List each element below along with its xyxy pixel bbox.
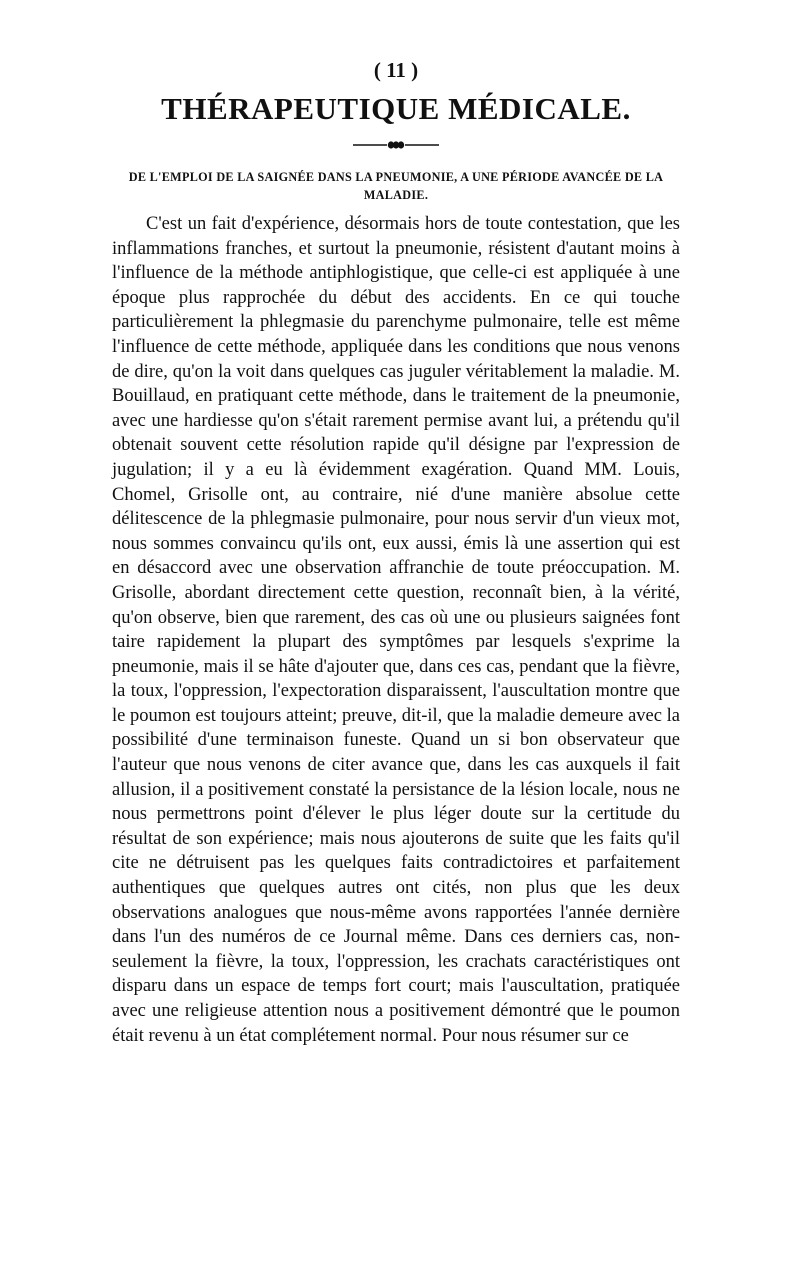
book-page (112, 56, 680, 1048)
page-number: ( 11 ) (373, 58, 419, 82)
body-paragraph: C'est un fait d'expérience, désormais hors de toute contestation, que les inflammations franches, et surtout la pneumonie, résistent d'autant moins à l'influence de la méthode antiphlogistique, que celle-ci est appliquée à une époque plus rapprochée du début des accidents. En ce qui touche particulièrement la phlegmasie du parenchyme pulmonaire, telle est même l'influence de cette méthode, appliquée dans les conditions que nous venons de dire, qu'on la voit dans quelques cas juguler véritablement la maladie. M. Bouillaud, en pratiquant cette méthode, dans le traitement de la pneumonie, avec une hardiesse qu'on s'était rarement permise avant lui, a prétendu qu'il obtenait souvent cette résolution rapide qu'il désigne par l'expression de jugulation; il y a eu là évidemment exagération. Quand MM. Louis, Chomel, Grisolle ont, au contraire, nié d'une manière absolue cette délitescence de la phlegmasie pulmonaire, pour nous servir d'un vieux mot, nous sommes convaincu qu'ils ont, eux aussi, émis là une assertion qui est en désaccord avec une observation affranchie de toute préoccupation. M. Grisolle, abordant directement cette question, reconnaît bien, à la vérité, qu'on observe, bien que rarement, des cas où une ou plusieurs saignées font taire rapidement la plupart des symptômes par lesquels s'exprime la pneumonie, mais il se hâte d'ajouter que, dans ces cas, pendant que la fièvre, la toux, l'oppression, l'expectoration disparaissent, l'auscultation montre que le poumon est toujours atteint; preuve, dit-il, que la maladie demeure avec la possibilité d'une terminaison funeste. Quand un si bon observateur que l'auteur que nous venons de citer avance que, dans les cas auxquels il fait allusion, il a positivement constaté la persistance de la lésion locale, nous ne nous permettrons point d'élever le plus léger doute sur la certitude du résultat de son expérience; mais nous ajouterons de suite que les faits qu'il cite ne détruisent pas les quelques faits contradictoires et parfaitement authentiques que quelques autres ont cités, non plus que les deux observations analogues que nous-même avons rapportées l'année dernière dans l'un des numéros de ce Journal même. Dans ces derniers cas, non-seulement la fièvre, la toux, l'oppression, les crachats caractéristiques ont disparu dans un espace de temps fort court; mais l'auscultation, pratiquée avec une religieuse attention nous a positivement démontré que le poumon était revenu à un état complétement normal. Pour nous résumer sur ce (112, 214, 680, 1046)
article-heading: DE L'EMPLOI DE LA SAIGNÉE DANS LA PNEUMONIE, A UNE PÉRIODE AVANCÉE DE LA MALADIE. (128, 170, 664, 202)
decorative-rule-ornament-icon (112, 140, 680, 150)
section-title: THÉRAPEUTIQUE MÉDICALE. (161, 91, 631, 126)
